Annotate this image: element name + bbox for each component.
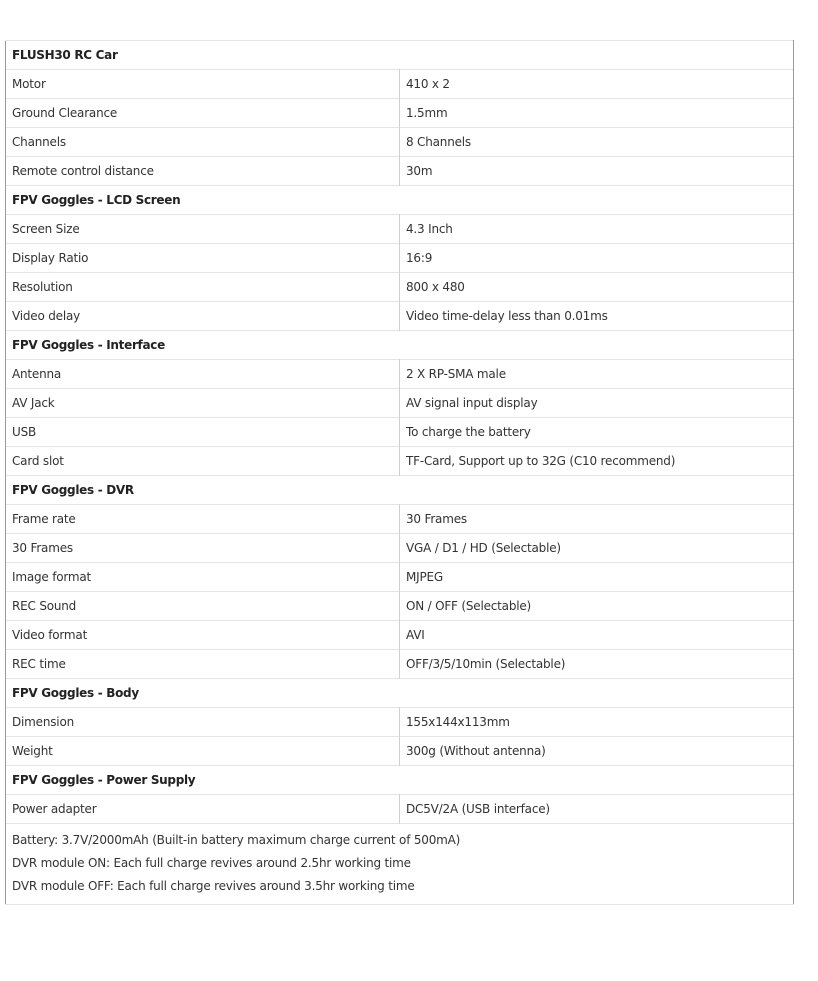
spec-label: Weight	[6, 737, 400, 766]
section-header-row	[6, 41, 794, 70]
spec-label: Frame rate	[6, 505, 400, 534]
spec-value: 2 X RP-SMA male	[400, 360, 794, 389]
spec-value: AV signal input display	[400, 389, 794, 418]
spec-value: Video time-delay less than 0.01ms	[400, 302, 794, 331]
table-row	[6, 708, 794, 737]
spec-value: TF-Card, Support up to 32G (C10 recommend)	[400, 447, 794, 476]
section-header-row	[6, 476, 794, 505]
spec-value: 30 Frames	[400, 505, 794, 534]
spec-label: Resolution	[6, 273, 400, 302]
spec-label: Remote control distance	[6, 157, 400, 186]
spec-label: REC Sound	[6, 592, 400, 621]
spec-value: 8 Channels	[400, 128, 794, 157]
spec-label: Power adapter	[6, 795, 400, 824]
spec-label: Antenna	[6, 360, 400, 389]
section-title: FPV Goggles - Power Supply	[6, 766, 794, 795]
table-row	[6, 70, 794, 99]
table-row	[6, 447, 794, 476]
table-row	[6, 737, 794, 766]
spec-value: 410 x 2	[400, 70, 794, 99]
table-row	[6, 128, 794, 157]
table-row	[6, 360, 794, 389]
table-row	[6, 563, 794, 592]
spec-table	[5, 40, 794, 905]
section-title: FPV Goggles - LCD Screen	[6, 186, 794, 215]
spec-value: ON / OFF (Selectable)	[400, 592, 794, 621]
table-row	[6, 795, 794, 824]
spec-label: Ground Clearance	[6, 99, 400, 128]
spec-value: MJPEG	[400, 563, 794, 592]
table-row	[6, 157, 794, 186]
spec-label: Card slot	[6, 447, 400, 476]
table-row	[6, 650, 794, 679]
dvr-off-note: DVR module OFF: Each full charge revives around 3.5hr working time	[12, 879, 415, 893]
table-row	[6, 534, 794, 563]
table-row	[6, 592, 794, 621]
spec-label: Video delay	[6, 302, 400, 331]
spec-value: 30m	[400, 157, 794, 186]
table-row	[6, 99, 794, 128]
section-header-row	[6, 186, 794, 215]
section-title: FLUSH30 RC Car	[6, 41, 794, 70]
spec-label: USB	[6, 418, 400, 447]
table-row	[6, 244, 794, 273]
spec-value: 800 x 480	[400, 273, 794, 302]
section-header-row	[6, 331, 794, 360]
spec-value: 4.3 Inch	[400, 215, 794, 244]
battery-note: Battery: 3.7V/2000mAh (Built-in battery maximum charge current of 500mA)	[12, 833, 461, 847]
spec-value: AVI	[400, 621, 794, 650]
section-header-row	[6, 679, 794, 708]
table-row	[6, 273, 794, 302]
spec-label: 30 Frames	[6, 534, 400, 563]
table-row	[6, 505, 794, 534]
spec-value: 300g (Without antenna)	[400, 737, 794, 766]
notes-row	[6, 824, 794, 905]
spec-label: Video format	[6, 621, 400, 650]
spec-value: DC5V/2A (USB interface)	[400, 795, 794, 824]
table-row	[6, 418, 794, 447]
table-row	[6, 302, 794, 331]
section-header-row	[6, 766, 794, 795]
notes-cell	[6, 824, 794, 905]
spec-label: AV Jack	[6, 389, 400, 418]
spec-value: 1.5mm	[400, 99, 794, 128]
table-row	[6, 621, 794, 650]
section-title: FPV Goggles - Body	[6, 679, 794, 708]
table-row	[6, 215, 794, 244]
spec-label: Screen Size	[6, 215, 400, 244]
section-title: FPV Goggles - DVR	[6, 476, 794, 505]
spec-label: Display Ratio	[6, 244, 400, 273]
spec-label: Image format	[6, 563, 400, 592]
section-title: FPV Goggles - Interface	[6, 331, 794, 360]
spec-label: Channels	[6, 128, 400, 157]
dvr-on-note: DVR module ON: Each full charge revives around 2.5hr working time	[12, 856, 411, 870]
spec-value: VGA / D1 / HD (Selectable)	[400, 534, 794, 563]
spec-value: 155x144x113mm	[400, 708, 794, 737]
spec-label: Motor	[6, 70, 400, 99]
spec-label: Dimension	[6, 708, 400, 737]
table-row	[6, 389, 794, 418]
spec-value: To charge the battery	[400, 418, 794, 447]
spec-label: REC time	[6, 650, 400, 679]
spec-value: 16:9	[400, 244, 794, 273]
spec-value: OFF/3/5/10min (Selectable)	[400, 650, 794, 679]
